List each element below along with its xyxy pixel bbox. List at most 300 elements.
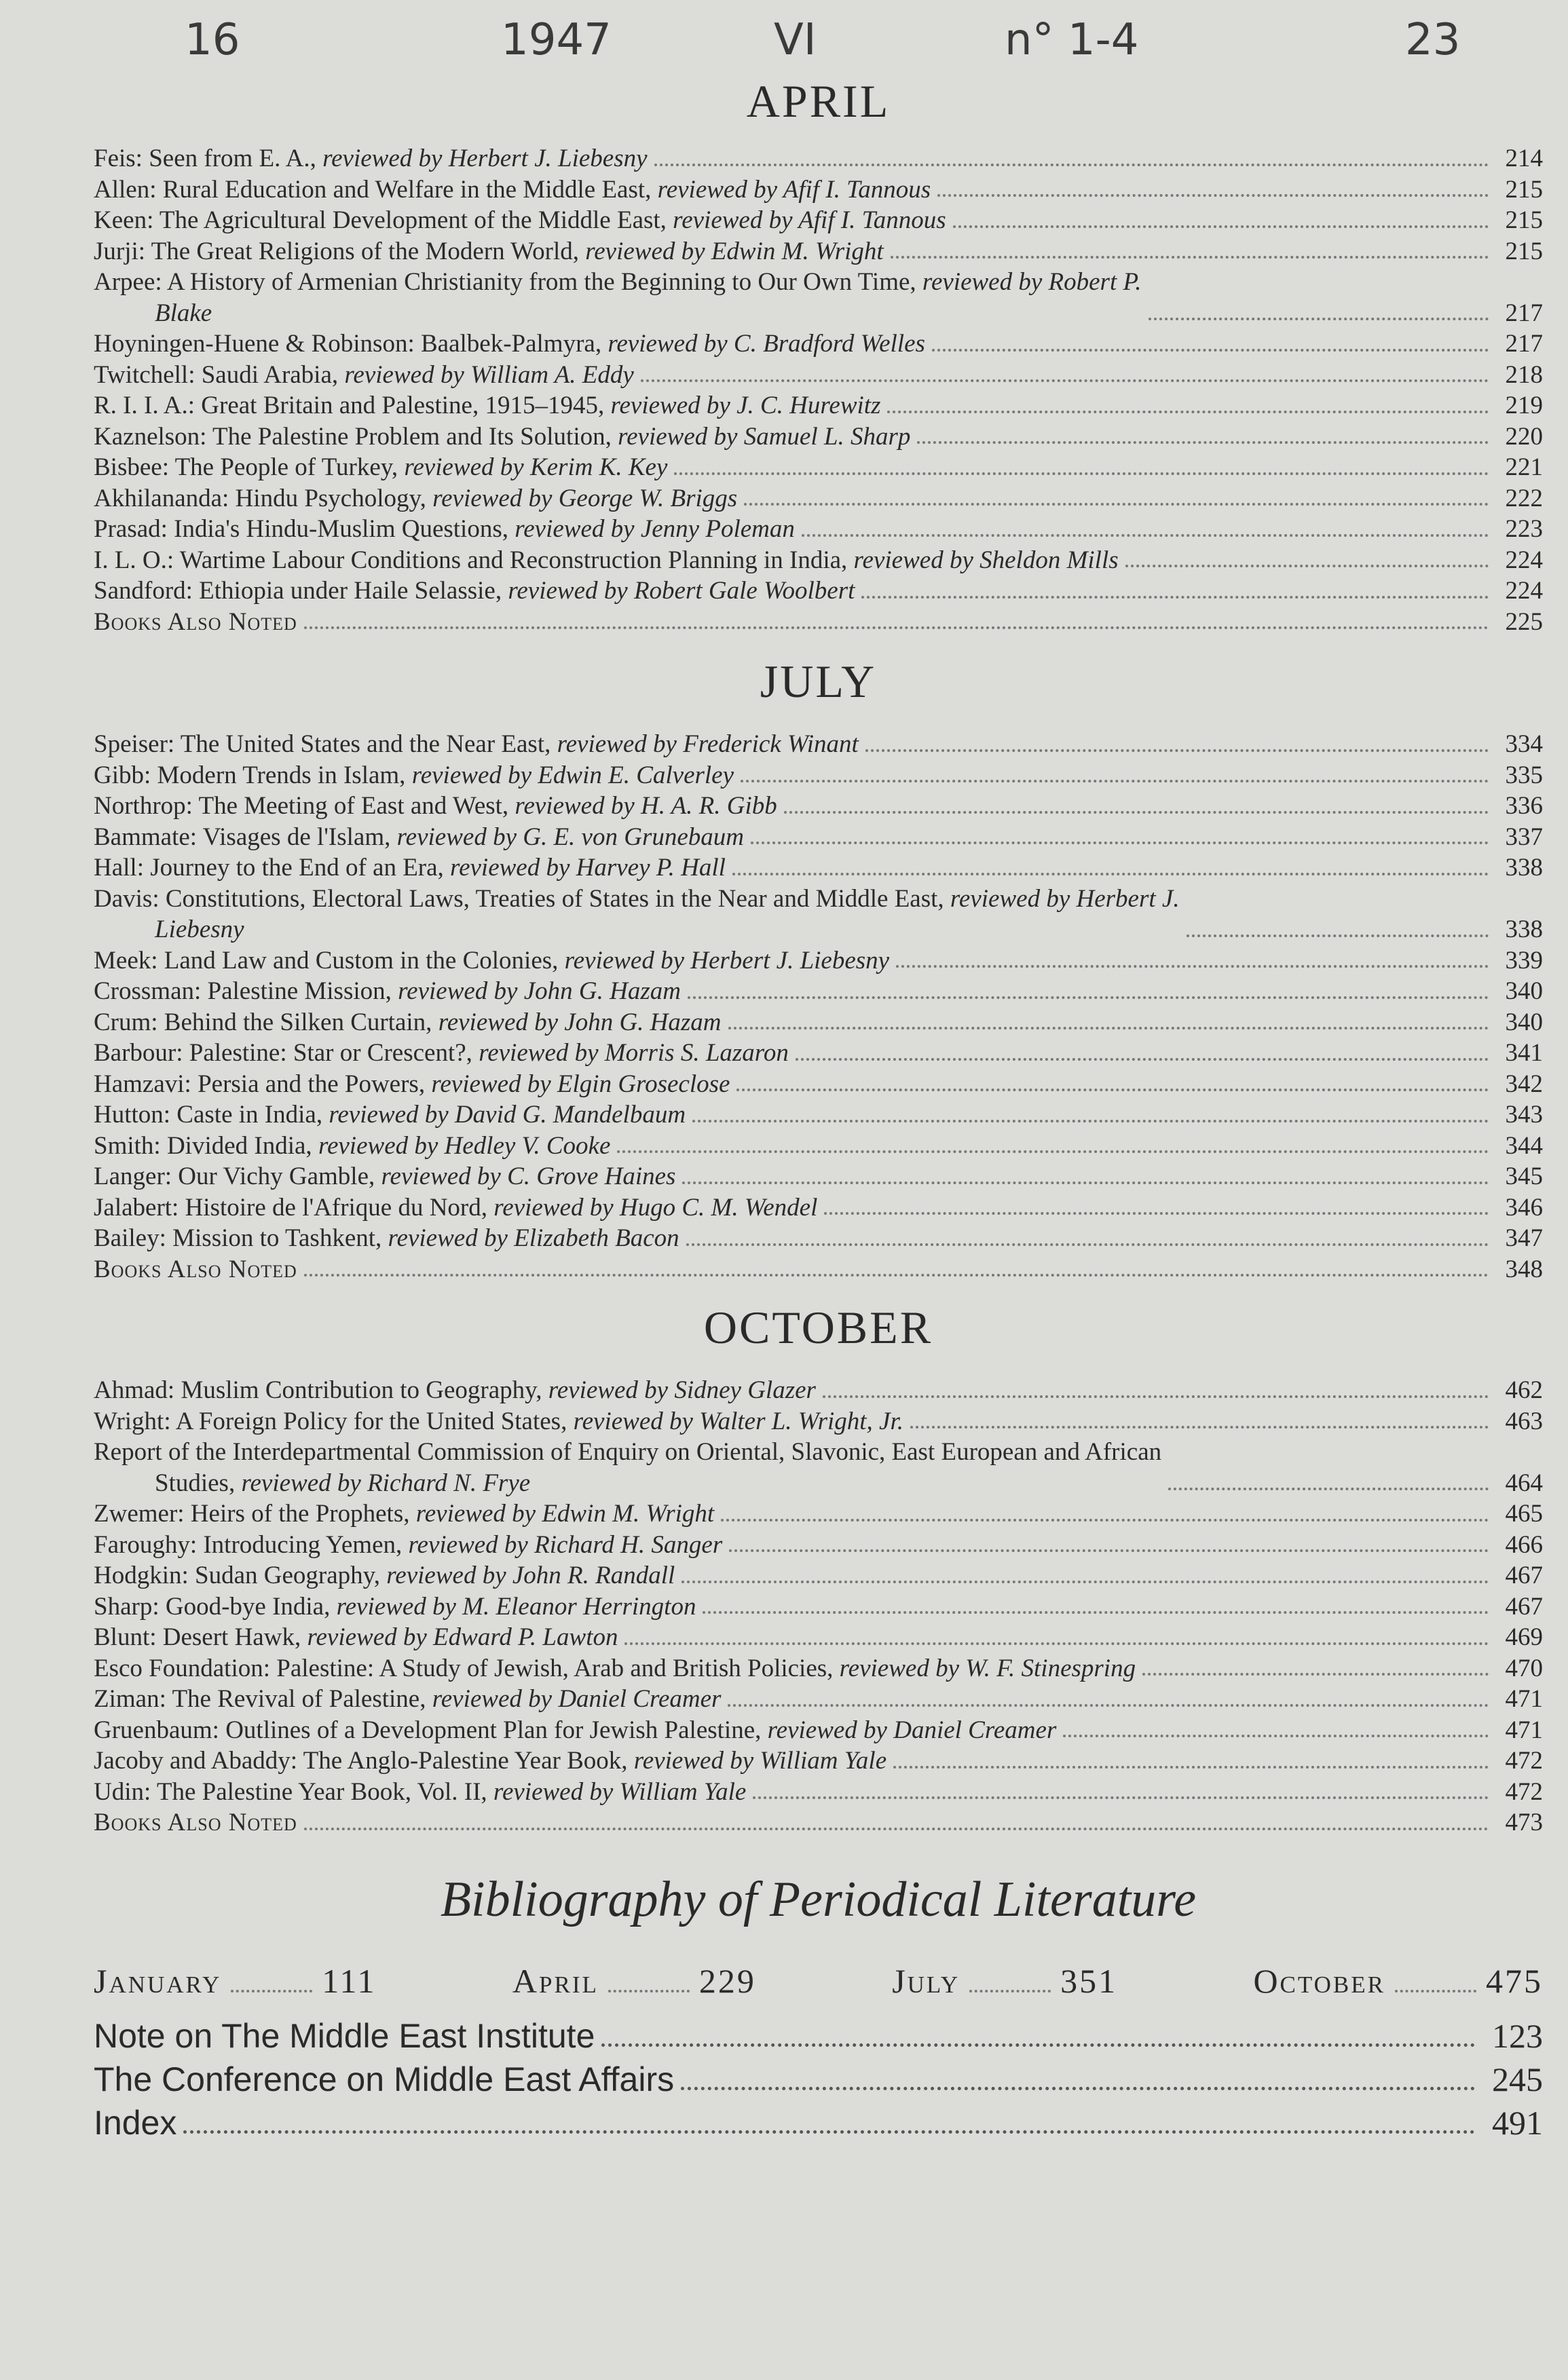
entry-page: 215 — [1505, 237, 1543, 265]
entry-page: 225 — [1505, 607, 1543, 636]
entry-text — [94, 1161, 675, 1192]
leader-dots — [732, 873, 1489, 875]
leader-dots — [824, 1212, 1489, 1215]
entry-text — [94, 174, 931, 206]
contents-entry — [94, 1099, 1543, 1131]
entry-page: 467 — [1505, 1562, 1543, 1589]
entry-text — [94, 483, 737, 514]
leader-dots — [917, 441, 1489, 444]
contents-entry — [94, 1498, 1543, 1530]
contents-entry — [94, 852, 1543, 884]
entry-title: Arpee: A History of Armenian Christianity from the Beginning to Our Own Time, — [94, 268, 922, 296]
leader-dots — [1125, 565, 1489, 567]
entry-reviewer: reviewed by Edwin E. Calverley — [411, 761, 734, 789]
entry-page: 218 — [1505, 360, 1543, 389]
entry-reviewer: reviewed by Sidney Glazer — [548, 1376, 816, 1404]
entry-text — [94, 607, 297, 638]
entry-title: Crum: Behind the Silken Curtain, — [94, 1008, 438, 1036]
entry-reviewer: reviewed by Robert Gale Woolbert — [508, 577, 855, 605]
entry-title: Faroughy: Introducing Yemen, — [94, 1530, 409, 1559]
contents-entry — [94, 545, 1543, 576]
leader-dots — [932, 349, 1489, 352]
entry-text — [94, 1223, 679, 1254]
entry-reviewer: reviewed by Robert P. — [922, 268, 1142, 296]
entry-text — [94, 1437, 1161, 1498]
entry-title: Speiser: The United States and the Near East, — [94, 730, 557, 758]
entry-reviewer: reviewed by Jenny Poleman — [515, 515, 795, 543]
entry-title: Prasad: India's Hindu-Muslim Questions, — [94, 515, 515, 543]
entry-page: 345 — [1505, 1163, 1543, 1190]
hand-note-3: VI — [774, 15, 817, 65]
entry-title: Ahmad: Muslim Contribution to Geography, — [94, 1376, 548, 1404]
contents-entry — [94, 791, 1543, 822]
leader-dots — [729, 1549, 1489, 1552]
entry-reviewer: reviewed by John G. Hazam — [398, 977, 681, 1005]
entry-continuation — [94, 1468, 1161, 1499]
contents-entry — [94, 421, 1543, 453]
entry-text — [94, 1131, 610, 1162]
entry-title: Allen: Rural Education and Welfare in the Middle East, — [94, 175, 658, 204]
extra-entry-index — [94, 2101, 1543, 2145]
entry-reviewer: reviewed by Elgin Groseclose — [431, 1070, 730, 1098]
entry-reviewer: reviewed by William A. Eddy — [344, 360, 634, 389]
entry-title: Books Also Noted — [94, 1809, 297, 1836]
entry-page: 342 — [1505, 1070, 1543, 1098]
leader-dots — [891, 256, 1489, 259]
contents-entry — [94, 1437, 1543, 1498]
entry-title: Feis: Seen from E. A., — [94, 145, 323, 172]
entry-title: Bammate: Visages de l'Islam, — [94, 823, 397, 851]
entry-text — [94, 236, 884, 267]
leader-dots — [721, 1519, 1489, 1522]
leader-dots — [823, 1395, 1489, 1398]
entry-title: I. L. O.: Wartime Labour Conditions and Reconstruction Planning in India, — [94, 546, 854, 574]
leader-dots — [641, 379, 1489, 382]
entry-page: 336 — [1505, 792, 1543, 820]
contents-entry — [94, 174, 1543, 206]
contents-entry — [94, 1161, 1543, 1192]
entry-reviewer: reviewed by Edwin M. Wright — [415, 1500, 715, 1528]
entry-text — [94, 1498, 714, 1530]
contents-page — [94, 75, 1543, 2145]
contents-entry — [94, 1653, 1543, 1684]
contents-entry — [94, 1192, 1543, 1224]
hand-note-5: 23 — [1405, 15, 1461, 65]
leader-dots — [784, 811, 1489, 814]
entry-text — [94, 1375, 816, 1406]
entry-text — [94, 822, 744, 853]
contents-entry — [94, 1591, 1543, 1623]
leader-dots — [601, 2043, 1475, 2047]
contents-entry — [94, 360, 1543, 391]
bibliography-title: Bibliography of Periodical Literature — [440, 1871, 1197, 1927]
entry-continuation — [94, 914, 1180, 945]
section-title-october: OCTOBER — [703, 1302, 933, 1353]
contents-entry — [94, 1375, 1543, 1406]
entry-reviewer: reviewed by George W. Briggs — [432, 484, 738, 512]
entry-reviewer: reviewed by Richard N. Frye — [241, 1469, 531, 1497]
entry-title: Jurji: The Great Religions of the Modern World, — [94, 237, 586, 265]
bib-january — [94, 1961, 377, 2002]
entry-reviewer: reviewed by Richard H. Sanger — [408, 1530, 723, 1559]
leader-dots — [1187, 934, 1489, 937]
entry-text — [94, 328, 925, 360]
leader-dots — [1395, 1990, 1476, 1992]
leader-dots — [887, 411, 1489, 413]
contents-entry — [94, 1745, 1543, 1777]
entry-page: 472 — [1505, 1747, 1543, 1775]
entry-page: 348 — [1505, 1255, 1543, 1283]
bib-month-page: 351 — [1060, 1961, 1118, 2000]
entry-text — [94, 421, 910, 453]
leader-dots — [617, 1150, 1489, 1153]
entry-reviewer: reviewed by Herbert J. — [950, 884, 1180, 913]
entry-text — [94, 976, 681, 1007]
contents-entry — [94, 1131, 1543, 1162]
entry-text — [94, 1038, 789, 1069]
entry-page: 223 — [1505, 515, 1543, 543]
leader-dots — [1168, 1488, 1489, 1490]
extra-label: Note on The Middle East Institute — [94, 2016, 595, 2055]
entry-title: Books Also Noted — [94, 1255, 297, 1283]
entry-page: 462 — [1505, 1376, 1543, 1404]
entry-page: 467 — [1505, 1592, 1543, 1621]
entry-title: Meek: Land Law and Custom in the Colonies, — [94, 946, 565, 975]
entry-page: 339 — [1505, 946, 1543, 975]
entry-text — [94, 360, 634, 391]
entry-title: Twitchell: Saudi Arabia, — [94, 360, 345, 389]
entry-text — [94, 575, 855, 607]
contents-entry — [94, 729, 1543, 760]
entry-text — [94, 1530, 722, 1561]
entry-text — [94, 205, 946, 236]
entry-title: Sandford: Ethiopia under Haile Selassie, — [94, 577, 508, 605]
leader-dots — [608, 1990, 690, 1992]
hand-note-4: n° 1-4 — [1005, 15, 1139, 65]
contents-entry — [94, 1684, 1543, 1715]
entry-reviewer: reviewed by C. Bradford Welles — [608, 330, 925, 358]
entry-page: 469 — [1505, 1623, 1543, 1651]
entry-title: Hamzavi: Persia and the Powers, — [94, 1070, 432, 1098]
entry-page: 221 — [1505, 453, 1543, 481]
leader-dots — [969, 1990, 1051, 1992]
entry-reviewer: reviewed by Herbert J. Liebesny — [564, 946, 890, 975]
leader-dots — [796, 1058, 1489, 1061]
entry-title: Report of the Interdepartmental Commission of Enquiry on Oriental, Slavonic, East European and African — [94, 1438, 1162, 1466]
entry-reviewer: reviewed by Walter L. Wright, Jr. — [573, 1407, 904, 1435]
entry-text — [94, 1807, 297, 1838]
entry-reviewer: reviewed by Afif I. Tannous — [657, 175, 931, 204]
entry-text — [94, 545, 1119, 576]
bib-october — [1253, 1961, 1543, 2002]
entry-text — [94, 1069, 730, 1100]
entry-reviewer: reviewed by Daniel Creamer — [767, 1716, 1057, 1744]
extra-page: 245 — [1492, 2060, 1543, 2098]
entry-title: Hodgkin: Sudan Geography, — [94, 1562, 387, 1589]
entry-page: 340 — [1505, 977, 1543, 1005]
entry-reviewer: reviewed by Samuel L. Sharp — [618, 422, 911, 451]
contents-entry — [94, 328, 1543, 360]
entry-page: 338 — [1505, 915, 1543, 943]
leader-dots — [681, 2087, 1475, 2090]
entry-title: Hoyningen-Huene & Robinson: Baalbek-Palmyra, — [94, 330, 608, 358]
entry-reviewer: reviewed by G. E. von Grunebaum — [396, 823, 744, 851]
entry-text — [94, 1007, 722, 1038]
entry-title: Wright: A Foreign Policy for the United States, — [94, 1407, 574, 1435]
entry-text — [94, 791, 777, 822]
july-entries — [94, 729, 1543, 1285]
leader-dots — [861, 596, 1489, 599]
entry-page: 347 — [1505, 1224, 1543, 1252]
contents-entry — [94, 236, 1543, 267]
entry-reviewer: reviewed by Harvey P. Hall — [450, 854, 726, 882]
extra-entry-conference — [94, 2058, 1543, 2101]
entry-continuation-text: Liebesny — [155, 915, 244, 943]
april-entries — [94, 143, 1543, 637]
entry-text — [94, 1406, 903, 1437]
entry-reviewer: reviewed by Morris S. Lazaron — [479, 1039, 789, 1067]
hand-note-2: 1947 — [501, 15, 612, 65]
entry-title: Davis: Constitutions, Electoral Laws, Treaties of States in the Near and Middle East, — [94, 884, 950, 913]
entry-page: 224 — [1505, 546, 1543, 574]
october-entries — [94, 1375, 1543, 1838]
leader-dots — [703, 1611, 1489, 1614]
bibliography-months — [94, 1961, 1543, 2002]
contents-entry — [94, 205, 1543, 236]
contents-entry — [94, 760, 1543, 791]
entry-page: 470 — [1505, 1654, 1543, 1682]
bib-month-page: 229 — [698, 1961, 756, 2000]
entry-page: 222 — [1505, 484, 1543, 512]
entry-page: 217 — [1505, 299, 1543, 327]
extra-label: Index — [94, 2103, 177, 2142]
entry-page: 334 — [1505, 730, 1543, 758]
bib-month-label: January — [94, 1961, 222, 2000]
leader-dots — [728, 1027, 1489, 1030]
entry-reviewer: reviewed by C. Grove Haines — [381, 1163, 676, 1190]
leader-dots — [728, 1704, 1489, 1707]
entry-continuation-text: Studies, — [155, 1469, 242, 1497]
entry-reviewer: reviewed by Daniel Creamer — [432, 1685, 722, 1713]
entry-title: Esco Foundation: Palestine: A Study of Jewish, Arab and British Policies, — [94, 1654, 840, 1682]
extra-label: The Conference on Middle East Affairs — [94, 2060, 675, 2098]
entry-title: R. I. I. A.: Great Britain and Palestine, 1915–1945, — [94, 392, 611, 419]
leader-dots — [682, 1182, 1489, 1184]
leader-dots — [688, 996, 1489, 999]
contents-entry — [94, 945, 1543, 977]
entry-page: 335 — [1505, 761, 1543, 789]
entry-page: 340 — [1505, 1008, 1543, 1036]
bib-month-page: 111 — [322, 1961, 377, 2000]
contents-entry — [94, 143, 1543, 174]
bib-month-label: April — [512, 1961, 599, 2000]
contents-entry — [94, 1038, 1543, 1069]
entry-text — [94, 1591, 696, 1623]
leader-dots — [1142, 1673, 1489, 1676]
entry-title: Gibb: Modern Trends in Islam, — [94, 761, 412, 789]
entry-text — [94, 1192, 817, 1224]
entry-text — [94, 1684, 721, 1715]
entry-title: Northrop: The Meeting of East and West, — [94, 792, 515, 820]
entry-page: 215 — [1505, 206, 1543, 234]
entry-reviewer: reviewed by Hugo C. M. Wendel — [493, 1193, 818, 1222]
contents-entry — [94, 1254, 1543, 1285]
entry-reviewer: reviewed by Sheldon Mills — [853, 546, 1119, 574]
entry-reviewer: reviewed by Elizabeth Bacon — [388, 1224, 679, 1252]
entry-text — [94, 760, 734, 791]
entry-reviewer: reviewed by Edward P. Lawton — [307, 1623, 618, 1651]
leader-dots — [802, 534, 1489, 537]
entry-reviewer: reviewed by M. Eleanor Herrington — [336, 1592, 696, 1621]
entry-page: 224 — [1505, 577, 1543, 605]
contents-entry — [94, 976, 1543, 1007]
entry-title: Zwemer: Heirs of the Prophets, — [94, 1500, 416, 1528]
leader-dots — [741, 780, 1489, 782]
hand-note-1: 16 — [185, 15, 240, 65]
contents-entry — [94, 1007, 1543, 1038]
contents-entry — [94, 1530, 1543, 1561]
leader-dots — [753, 1796, 1489, 1799]
entry-reviewer: reviewed by Afif I. Tannous — [673, 206, 946, 234]
entry-page: 217 — [1505, 330, 1543, 358]
contents-entry — [94, 884, 1543, 945]
entry-reviewer: reviewed by Hedley V. Cooke — [318, 1131, 611, 1160]
leader-dots — [937, 194, 1489, 197]
contents-entry — [94, 1069, 1543, 1100]
entry-reviewer: reviewed by Edwin M. Wright — [585, 237, 884, 265]
contents-entry — [94, 575, 1543, 607]
leader-dots — [682, 1581, 1489, 1583]
contents-entry — [94, 1406, 1543, 1437]
leader-dots — [183, 2130, 1475, 2134]
extra-page: 491 — [1492, 2103, 1543, 2142]
leader-dots — [910, 1426, 1489, 1429]
entry-page: 343 — [1505, 1101, 1543, 1129]
entry-title: Jalabert: Histoire de l'Afrique du Nord, — [94, 1193, 494, 1222]
entry-title: Books Also Noted — [94, 607, 297, 636]
entry-title: Sharp: Good-bye India, — [94, 1592, 337, 1621]
leader-dots — [736, 1089, 1489, 1091]
entry-text — [94, 729, 859, 760]
entry-title: Hall: Journey to the End of an Era, — [94, 854, 451, 882]
entry-title: Udin: The Palestine Year Book, Vol. II, — [94, 1777, 493, 1806]
leader-dots — [1149, 318, 1489, 320]
leader-dots — [893, 1766, 1489, 1769]
entry-reviewer: reviewed by Kerim K. Key — [404, 453, 668, 481]
entry-text — [94, 1622, 618, 1653]
entry-text — [94, 1777, 746, 1808]
entry-title: Akhilananda: Hindu Psychology, — [94, 484, 433, 512]
entry-page: 219 — [1505, 392, 1543, 419]
entry-title: Crossman: Palestine Mission, — [94, 977, 398, 1005]
contents-entry — [94, 1560, 1543, 1591]
entry-reviewer: reviewed by John R. Randall — [386, 1562, 675, 1589]
entry-text — [94, 514, 795, 545]
bib-month-label: July — [892, 1961, 960, 2000]
entry-page: 214 — [1505, 145, 1543, 172]
leader-dots — [304, 1274, 1489, 1277]
contents-entry — [94, 1622, 1543, 1653]
handwritten-annotation — [0, 15, 1568, 76]
entry-reviewer: reviewed by J. C. Hurewitz — [610, 392, 881, 419]
entry-text — [94, 143, 648, 174]
entry-page: 471 — [1505, 1685, 1543, 1713]
leader-dots — [692, 1120, 1489, 1122]
entry-reviewer: reviewed by H. A. R. Gibb — [515, 792, 777, 820]
extra-entry-institute-note — [94, 2014, 1543, 2058]
entry-title: Barbour: Palestine: Star or Crescent?, — [94, 1039, 479, 1067]
entry-text — [94, 452, 667, 483]
leader-dots — [1063, 1735, 1489, 1737]
leader-dots — [654, 164, 1489, 166]
entry-text — [94, 1745, 886, 1777]
entry-continuation — [94, 298, 1142, 329]
entry-title: Jacoby and Abaddy: The Anglo-Palestine Year Book, — [94, 1747, 634, 1775]
leader-dots — [686, 1243, 1489, 1246]
contents-entry — [94, 267, 1543, 328]
entry-page: 344 — [1505, 1131, 1543, 1160]
entry-page: 337 — [1505, 823, 1543, 851]
entry-text — [94, 852, 726, 884]
bib-april — [512, 1961, 756, 2002]
entry-page: 473 — [1505, 1809, 1543, 1836]
entry-reviewer: reviewed by John G. Hazam — [438, 1008, 722, 1036]
contents-entry — [94, 822, 1543, 853]
extra-entries — [94, 2014, 1543, 2145]
entry-text — [94, 1254, 297, 1285]
entry-text — [94, 945, 889, 977]
entry-title: Hutton: Caste in India, — [94, 1101, 329, 1129]
entry-title: Bisbee: The People of Turkey, — [94, 453, 405, 481]
section-title-july: JULY — [760, 656, 877, 707]
entry-continuation-text: Blake — [155, 299, 212, 327]
bib-month-page: 475 — [1485, 1961, 1543, 2000]
leader-dots — [865, 749, 1489, 752]
entry-page: 463 — [1505, 1407, 1543, 1435]
entry-title: Blunt: Desert Hawk, — [94, 1623, 307, 1651]
entry-page: 471 — [1505, 1716, 1543, 1744]
leader-dots — [953, 225, 1489, 228]
section-title-april: APRIL — [746, 75, 891, 127]
contents-entry — [94, 1777, 1543, 1808]
entry-text — [94, 884, 1180, 945]
entry-title: Kaznelson: The Palestine Problem and Its Solution, — [94, 422, 618, 451]
entry-page: 220 — [1505, 422, 1543, 451]
entry-title: Keen: The Agricultural Development of the Middle East, — [94, 206, 673, 234]
entry-page: 464 — [1505, 1469, 1543, 1497]
bib-month-label: October — [1253, 1961, 1385, 2000]
entry-text — [94, 1715, 1056, 1746]
entry-title: Gruenbaum: Outlines of a Development Plan for Jewish Palestine, — [94, 1716, 768, 1744]
leader-dots — [624, 1642, 1489, 1645]
entry-reviewer: reviewed by David G. Mandelbaum — [329, 1101, 686, 1129]
leader-dots — [304, 626, 1489, 629]
entry-page: 472 — [1505, 1777, 1543, 1806]
entry-title: Smith: Divided India, — [94, 1131, 318, 1160]
leader-dots — [744, 503, 1489, 506]
entry-page: 215 — [1505, 175, 1543, 204]
contents-entry — [94, 1223, 1543, 1254]
entry-text — [94, 267, 1142, 328]
entry-reviewer: reviewed by William Yale — [633, 1747, 887, 1775]
entry-reviewer: reviewed by William Yale — [493, 1777, 747, 1806]
contents-entry — [94, 607, 1543, 638]
contents-entry — [94, 483, 1543, 514]
entry-title: Ziman: The Revival of Palestine, — [94, 1685, 432, 1713]
entry-page: 341 — [1505, 1039, 1543, 1067]
extra-page: 123 — [1492, 2016, 1543, 2055]
contents-entry — [94, 452, 1543, 483]
